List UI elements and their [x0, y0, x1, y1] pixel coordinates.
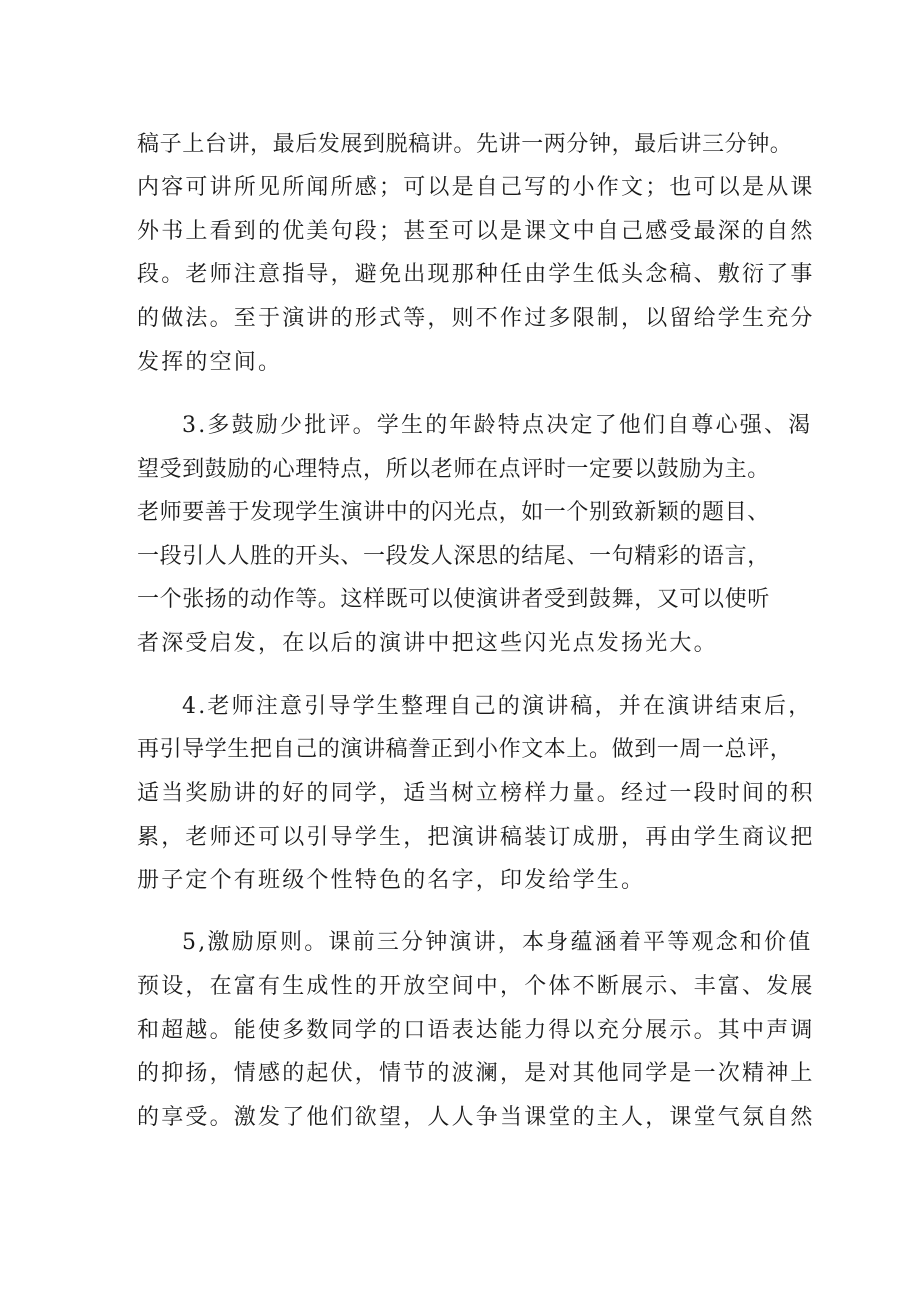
- text-line: 的做法。至于演讲的形式等，则不作过多限制，以留给学生充分: [137, 306, 815, 331]
- text-line: 4.老师注意引导学生整理自己的演讲稿，并在演讲结束后，: [182, 694, 813, 719]
- text-line: 5,激励原则。课前三分钟演讲，本身蕴涵着平等观念和价值: [182, 930, 813, 955]
- text-line: 适当奖励讲的好的同学，适当树立榜样力量。经过一段时间的积: [137, 781, 815, 806]
- text-line: 内容可讲所见所闻所感；可以是自己写的小作文；也可以是从课: [137, 175, 815, 200]
- text-line: 一个张扬的动作等。这样既可以使演讲者受到鼓舞，又可以使听: [137, 587, 770, 612]
- text-line: 望受到鼓励的心理特点，所以老师在点评时一定要以鼓励为主。: [137, 457, 770, 482]
- text-line: 老师要善于发现学生演讲中的闪光点，如一个别致新颖的题目、: [137, 500, 770, 525]
- text-line: 和超越。能使多数同学的口语表达能力得以充分展示。其中声调: [137, 1018, 815, 1043]
- text-line: 再引导学生把自己的演讲稿誊正到小作文本上。做到一周一总评，: [137, 737, 793, 762]
- text-line: 的享受。激发了他们欲望，人人争当课堂的主人，课堂气氛自然: [137, 1105, 815, 1130]
- text-line: 稿子上台讲，最后发展到脱稿讲。先讲一两分钟，最后讲三分钟。: [137, 132, 793, 157]
- text-line: 段。老师注意指导，避免出现那种任由学生低头念稿、敷衍了事: [137, 262, 815, 287]
- text-line: 外书上看到的优美句段；甚至可以是课文中自己感受最深的自然: [137, 219, 815, 244]
- text-line: 一段引人人胜的开头、一段发人深思的结尾、一句精彩的语言，: [137, 544, 770, 569]
- text-line: 累，老师还可以引导学生，把演讲稿装订成册，再由学生商议把: [137, 825, 815, 850]
- text-line: 册子定个有班级个性特色的名字，印发给学生。: [137, 868, 646, 893]
- text-line: 预设，在富有生成性的开放空间中，个体不断展示、丰富、发展: [137, 974, 815, 999]
- text-line: 3.多鼓励少批评。学生的年龄特点决定了他们自尊心强、渴: [182, 413, 813, 438]
- text-line: 的抑扬，情感的起伏，情节的波澜，是对其他同学是一次精神上: [137, 1061, 815, 1086]
- text-line: 者深受启发，在以后的演讲中把这些闪光点发扬光大。: [137, 631, 718, 656]
- text-line: 发挥的空间。: [137, 350, 283, 375]
